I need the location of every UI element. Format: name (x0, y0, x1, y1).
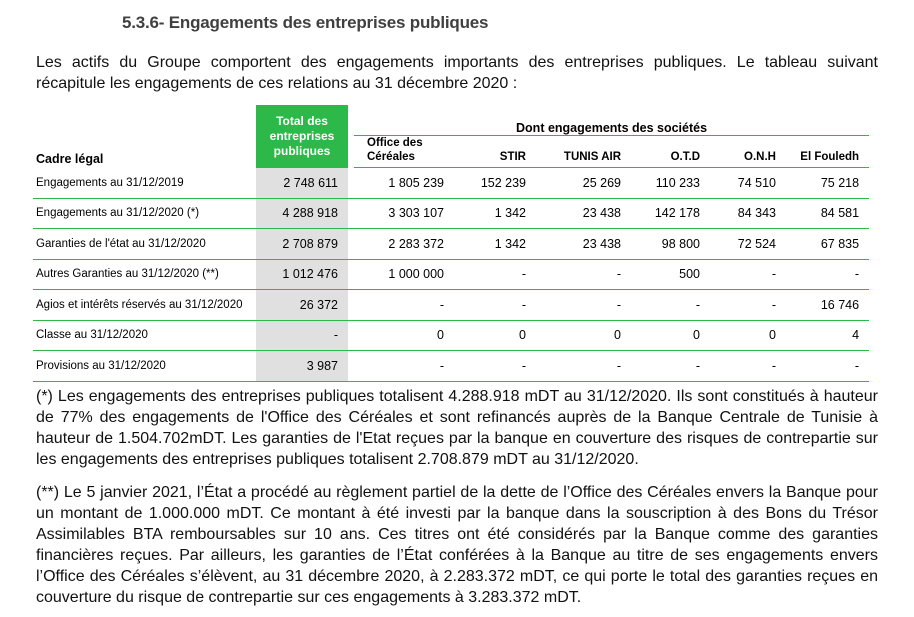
row-total: - (256, 320, 348, 351)
header-company: TUNIS AIR (536, 136, 631, 168)
row-value: 84 581 (786, 198, 869, 229)
section-title: 5.3.6- Engagements des entreprises publiques (122, 13, 489, 32)
row-total: 2 748 611 (256, 168, 348, 199)
row-value: - (786, 259, 869, 290)
row-value: 500 (631, 259, 710, 290)
row-label: Engagements au 31/12/2020 (*) (33, 198, 256, 229)
row-value: - (536, 290, 631, 321)
table-row (33, 168, 869, 199)
row-value: 3 303 107 (354, 198, 454, 229)
row-value: 0 (710, 320, 786, 351)
row-value: 4 (786, 320, 869, 351)
row-value: - (631, 290, 710, 321)
header-cadre-legal: Cadre légal (36, 151, 104, 166)
table-row (33, 351, 869, 382)
row-value: 98 800 (631, 229, 710, 260)
engagements-table (33, 105, 869, 382)
row-value: 84 343 (710, 198, 786, 229)
row-label: Agios et intérêts réservés au 31/12/2020 (33, 290, 256, 321)
row-total: 3 987 (256, 351, 348, 382)
row-total: 26 372 (256, 290, 348, 321)
row-label: Classe au 31/12/2020 (33, 320, 256, 351)
row-value: 0 (631, 320, 710, 351)
header-dont-engagements: Dont engagements des sociétés (516, 121, 708, 135)
row-value: - (354, 351, 454, 382)
row-value: - (786, 351, 869, 382)
row-value: 0 (354, 320, 454, 351)
row-value: 1 342 (454, 198, 536, 229)
header-company: El Fouledh (786, 136, 869, 168)
intro-paragraph: Les actifs du Groupe comportent des engagements importants des entreprises publiques. Le tableau suivant récapitule les engagements de ces relations au 31 décembre 2020 : (36, 54, 878, 92)
row-value: 25 269 (536, 168, 631, 199)
row-total: 1 012 476 (256, 259, 348, 290)
row-value: 110 233 (631, 168, 710, 199)
row-value: - (536, 259, 631, 290)
table-row (33, 320, 869, 351)
row-value: - (710, 259, 786, 290)
row-value: 0 (536, 320, 631, 351)
row-value: 67 835 (786, 229, 869, 260)
row-label: Engagements au 31/12/2019 (33, 168, 256, 199)
row-label: Provisions au 31/12/2020 (33, 351, 256, 382)
row-value: 142 178 (631, 198, 710, 229)
row-value: - (710, 290, 786, 321)
row-value: - (454, 351, 536, 382)
row-value: - (710, 351, 786, 382)
footnote-1: (*) Les engagements des entreprises publiques totalisent 4.288.918 mDT au 31/12/2020. Ils sont constitués à hauteur de 77% des engagements de l'Office des Céréales et sont refinancés auprès de la Banque Centrale de Tunisie à hauteur de 1.504.702mDT. Les garanties de l'Etat reçues par la banque en couverture des risques de contrepartie sur les engagements des entreprises publiques totalisent 2.708.879 mDT au 31/12/2020. (36, 388, 878, 468)
row-value: - (631, 351, 710, 382)
table-row (33, 229, 869, 260)
table-row (33, 198, 869, 229)
row-value: 72 524 (710, 229, 786, 260)
table-row (33, 259, 869, 290)
header-company: STIR (454, 136, 536, 168)
row-value: 1 000 000 (354, 259, 454, 290)
row-value: - (354, 290, 454, 321)
row-label: Garanties de l'état au 31/12/2020 (33, 229, 256, 260)
header-company: O.N.H (710, 136, 786, 168)
footnote-2: (**) Le 5 janvier 2021, l’État a procédé au règlement partiel de la dette de l’Office des Céréales envers la Banque pour un montant de 1.000.000 mDT. Ce montant à été investi par la banque dans la souscription à des Bons du Trésor Assimilables BTA remboursables sur 10 ans. Ces titres ont été considérés par la Banque comme des garanties financières reçues. Par ailleurs, les garanties de l’État conférées à la Banque au titre de ses engagements envers l’Office des Céréales s’élèvent, au 31 décembre 2020, à 2.283.372 mDT, ce qui porte le total des garanties reçues en couverture du risque de contrepartie sur ces engagements à 3.283.372 mDT. (36, 484, 878, 606)
row-total: 4 288 918 (256, 198, 348, 229)
row-value: 152 239 (454, 168, 536, 199)
row-value: - (454, 290, 536, 321)
table-row (33, 290, 869, 321)
row-value: 2 283 372 (354, 229, 454, 260)
row-value: 74 510 (710, 168, 786, 199)
row-label: Autres Garanties au 31/12/2020 (**) (33, 259, 256, 290)
header-company: Office des Céréales (354, 136, 454, 168)
header-total: Total des entreprises publiques (256, 105, 348, 168)
row-total: 2 708 879 (256, 229, 348, 260)
row-value: - (536, 351, 631, 382)
row-value: 1 805 239 (354, 168, 454, 199)
row-value: 75 218 (786, 168, 869, 199)
row-value: 23 438 (536, 229, 631, 260)
header-company: O.T.D (631, 136, 710, 168)
row-value: 1 342 (454, 229, 536, 260)
row-value: - (454, 259, 536, 290)
row-value: 16 746 (786, 290, 869, 321)
row-value: 23 438 (536, 198, 631, 229)
row-value: 0 (454, 320, 536, 351)
